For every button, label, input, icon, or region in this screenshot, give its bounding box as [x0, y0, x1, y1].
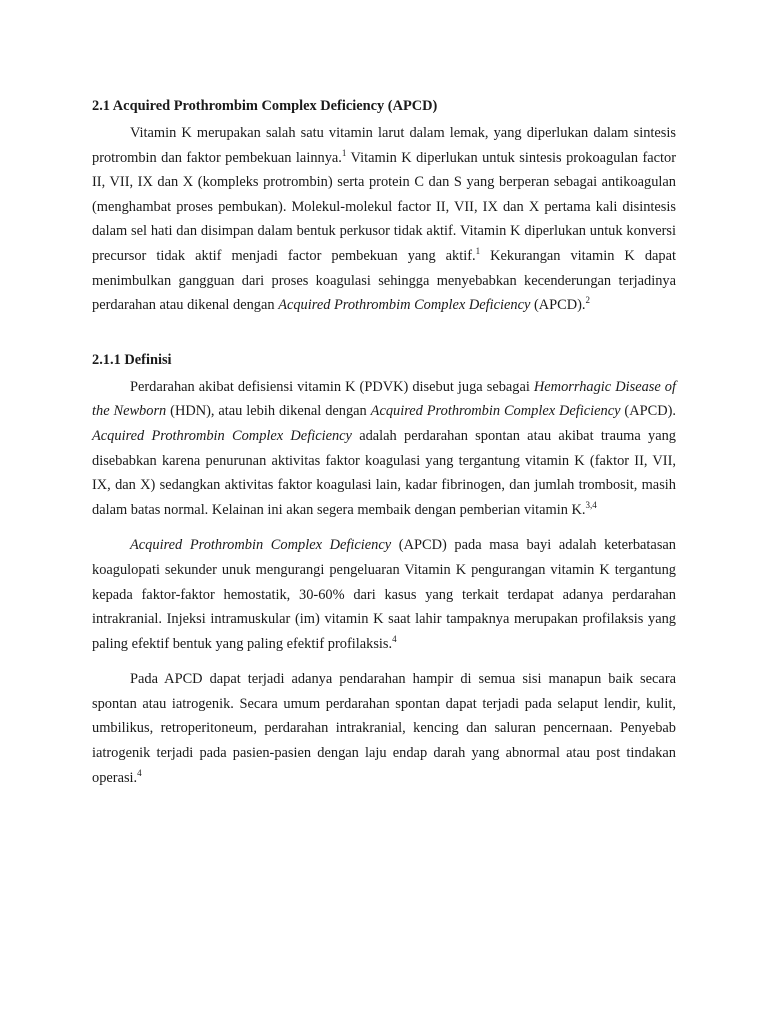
section-heading-2-1: 2.1 Acquired Prothrombim Complex Deficiency (APCD) [92, 98, 438, 114]
paragraph-text: Pada APCD dapat terjadi adanya pendarahan hampir di semua sisi manapun baik secara spontan atau iatrogenik. Secara umum perdarahan spontan dapat terjadi pada selaput lendir, kulit, umbilikus, retroperitoneum, perdarahan intrakranial, kencing dan saluran pencernaan. Penyebab iatrogenik terjadi pada pasien-pasien dengan laju endap darah yang abnormal atau post tindakan operasi. [92, 671, 676, 786]
paragraph-text: adalah perdarahan spontan atau akibat trauma yang disebabkan karena penurunan aktivitas faktor koagulasi yang tergantung vitamin K (faktor II, VII, IX, dan X) sedangkan aktivitas faktor koagulasi lain, kadar fibrinogen, dan jumlah trombosit, masih dalam batas normal. Kelainan ini akan segera membaik dengan pemberian vitamin K. [92, 427, 676, 518]
paragraph-text: Perdarahan akibat defisiensi vitamin K (PDVK) disebut juga sebagai [130, 378, 534, 395]
italic-term: Acquired Prothrombin Complex Deficiency [92, 427, 352, 444]
italic-term: Hemorrhagic Disease of the Newborn [92, 378, 676, 420]
document-page [92, 94, 676, 790]
paragraph-text: (APCD). [620, 403, 676, 420]
paragraph-vitamin-k [92, 121, 676, 318]
citation: 4 [392, 633, 397, 644]
paragraph-perdarahan [92, 667, 676, 790]
paragraph-text: Vitamin K diperlukan untuk sintesis prokoagulan factor II, VII, IX dan X (kompleks protrombin) serta protein C dan S yang berperan sebagai antikoagulan (menghambat proses pembukan). Molekul-molekul factor II, VII, IX dan X pertama kali disintesis dalam sel hati dan disimpan dalam bentuk perkusor tidak aktif. Vitamin K diperlukan untuk konversi precursor tidak aktif menjadi factor pembekuan yang aktif. [92, 149, 676, 264]
paragraph-text: (HDN), atau lebih dikenal dengan [166, 403, 371, 420]
section-heading-2-1-1: 2.1.1 Definisi [92, 351, 172, 368]
italic-term: Acquired Prothrombim Complex Deficiency [278, 297, 531, 314]
citation: 4 [137, 767, 142, 778]
paragraph-definisi [92, 375, 676, 523]
paragraph-text: Vitamin K merupakan salah satu vitamin larut dalam lemak, yang diperlukan dalam sintesis protrombin dan faktor pembekuan lainnya. [92, 125, 676, 166]
paragraph-text: (APCD). [530, 297, 586, 314]
paragraph-text: (APCD) pada masa bayi adalah keterbatasan koagulopati sekunder unuk mengurangi pengeluaran Vitamin K pengurangan vitamin K tergantung kepada faktor-faktor hemostatik, 30-60% dari kasus yang terkait terdapat adanya perdarahan intrakranial. Injeksi intramuskular (im) vitamin K saat lahir tampaknya merupakan profilaksis yang paling efektif bentuk yang paling efektif profilaksis. [92, 537, 677, 652]
citation: 1 [341, 147, 347, 158]
citation: 2 [585, 295, 591, 306]
italic-term: Acquired Prothrombin Complex Deficiency [130, 537, 392, 554]
paragraph-apcd-bayi [92, 533, 676, 656]
citation: 1 [475, 245, 481, 256]
italic-term: Acquired Prothrombin Complex Deficiency [370, 403, 621, 420]
citation: 3,4 [585, 499, 597, 510]
paragraph-text: Kekurangan vitamin K dapat menimbulkan gangguan dari proses koagulasi sehingga menyebabkan kecenderungan terjadinya perdarahan atau dikenal dengan [92, 247, 676, 314]
